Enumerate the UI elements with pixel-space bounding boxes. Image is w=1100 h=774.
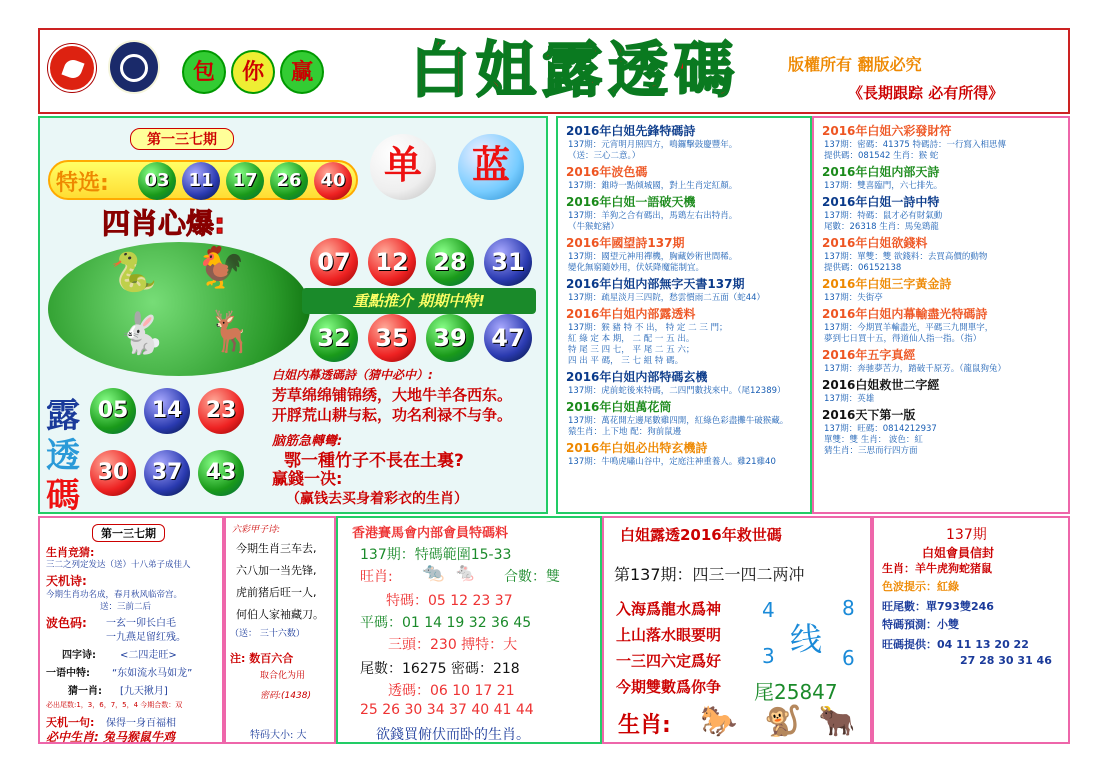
b1-item: <二四走旺> bbox=[120, 650, 177, 661]
b1-item: 三二之列定发达（送）十八弟子成佳人 bbox=[46, 560, 191, 570]
special-ball-1: 03 bbox=[138, 162, 176, 200]
b4-title: 白姐露透2016年救世碼 bbox=[620, 526, 782, 544]
b4-wei: 尾25847 bbox=[754, 680, 838, 704]
b2-code: 密码:(1438) bbox=[260, 691, 311, 701]
section-line: 137期：牛鳴虎嘯山谷中，定庭注神重養人。雞21雞40 bbox=[568, 457, 776, 467]
section-line: 137期：失街亭 bbox=[824, 293, 883, 303]
slogan: 《長期跟踪 必有所得》 bbox=[848, 84, 1004, 102]
b3-tm: 特碼：05 12 23 37 bbox=[386, 593, 513, 609]
mouse-icon: 🐁 bbox=[454, 562, 477, 583]
four-ball-5: 32 bbox=[310, 314, 358, 362]
banner: 重點推介 期期中特! bbox=[302, 288, 536, 314]
section-heading: 2016年白姐内部無字天書137期 bbox=[566, 277, 745, 291]
special-ball-2: 11 bbox=[182, 162, 220, 200]
bao-char: 包 bbox=[182, 50, 226, 94]
win-text: （赢钱去买身着彩衣的生肖） bbox=[286, 491, 468, 507]
section-line: 夢到七日買十五，得道仙人指一指。（指） bbox=[824, 334, 982, 344]
b2-size: 特码大小: 大 bbox=[250, 730, 307, 741]
b3-st: 三頭：230 搏特：大 bbox=[388, 637, 518, 653]
section-heading: 2016年白姐先鋒特碼詩 bbox=[566, 124, 696, 138]
section-heading: 2016年白姐三字黃金詩 bbox=[822, 277, 952, 291]
b1-item: 四字诗: bbox=[62, 650, 96, 661]
b5-title: 白姐會員信封 bbox=[922, 546, 995, 560]
four-sx-title: 四肖心爆: bbox=[102, 207, 226, 240]
b2-note2: 取合化为用 bbox=[260, 671, 306, 681]
brain-question: 鄂一種竹子不長在土裏? bbox=[284, 451, 464, 471]
four-ball-4: 31 bbox=[484, 238, 532, 286]
left-panel bbox=[38, 116, 548, 514]
rat-icon: 🐀 bbox=[422, 562, 445, 583]
bottom-box-2 bbox=[224, 516, 336, 744]
ying-char: 赢 bbox=[280, 50, 324, 94]
section-heading: 2016年白姐内部天詩 bbox=[822, 165, 940, 179]
rooster-icon: 🐓 bbox=[196, 245, 246, 291]
lu-ball-3: 23 bbox=[198, 388, 244, 434]
section-line: 137期：英雄 bbox=[824, 394, 875, 404]
b3-last: 25 26 30 34 37 40 41 44 bbox=[360, 702, 534, 718]
four-ball-7: 39 bbox=[426, 314, 474, 362]
lu-ball-4: 30 bbox=[90, 450, 136, 496]
section-heading: 2016年國望詩137期 bbox=[566, 236, 685, 250]
section-line: 紅 綠 定 本 期， 二 配 一 五 出。 bbox=[568, 334, 695, 344]
right-panel bbox=[812, 116, 1070, 514]
section-heading: 2016年白姐一詩中特 bbox=[822, 195, 940, 209]
snake-icon: 🐍 bbox=[110, 250, 158, 294]
b3-heshu: 合數：雙 bbox=[504, 569, 560, 585]
section-heading: 2016年白姐内幕輸盡光特碼詩 bbox=[822, 307, 988, 321]
bottom-box-4 bbox=[602, 516, 872, 744]
section-line: 137期：羊狗之合有碼出，馬鶏左右出特肖。 bbox=[568, 211, 738, 221]
section-heading: 2016年白姐六彩發財符 bbox=[822, 124, 952, 138]
section-line: 尾數：26318 生肖：馬兔鶏龍 bbox=[824, 222, 939, 232]
section-heading: 2016年白姐必出特玄機詩 bbox=[566, 441, 708, 455]
four-ball-2: 12 bbox=[368, 238, 416, 286]
ni-char: 你 bbox=[231, 50, 275, 94]
tou-char: 透 bbox=[46, 436, 80, 476]
b4-xian: 线 bbox=[790, 620, 823, 658]
b1-item: 一玄一卯长白毛 bbox=[106, 618, 176, 629]
b3-pm: 平碼：01 14 19 32 36 45 bbox=[360, 615, 532, 631]
b1-item: 必出尾数:1，3，6，7，5，4 今期合数：双 bbox=[46, 701, 183, 709]
animal-oval bbox=[48, 242, 310, 376]
section-line: 猜生肖：三思而行四方面 bbox=[824, 446, 918, 456]
section-line: 提供碼：06152138 bbox=[824, 263, 902, 273]
b1-item: 天机一句: bbox=[46, 716, 95, 729]
b3-foot: 欲錢買俯伏而卧的生肖。 bbox=[376, 727, 530, 743]
section-line: 提供碼：081542 生肖：猴 蛇 bbox=[824, 151, 939, 161]
section-line: 137期：萬花開左邊尾數雞四開，紅綠色彩盡攤牛破猴藏。 bbox=[568, 416, 789, 426]
four-ball-1: 07 bbox=[310, 238, 358, 286]
four-ball-8: 47 bbox=[484, 314, 532, 362]
b5-ww: 旺尾數：單793雙246 bbox=[882, 600, 994, 613]
section-line: 四 出 平 碼， 三 七 組 特 碼。 bbox=[568, 356, 684, 366]
special-ball-3: 17 bbox=[226, 162, 264, 200]
section-line: 猿生肖：上下地 配：狗前鼠邊 bbox=[568, 427, 682, 437]
section-line: （送：三心二意。） bbox=[568, 151, 641, 161]
b5-wm: 旺碼提供：04 11 13 20 22 bbox=[882, 638, 1029, 651]
section-heading: 2016年五字真經 bbox=[822, 348, 916, 362]
deer-icon: 🦌 bbox=[206, 309, 256, 355]
four-ball-3: 28 bbox=[426, 238, 474, 286]
b3-wang: 旺肖: bbox=[360, 569, 393, 585]
b4-num: 6 bbox=[842, 646, 855, 670]
page-title: 白姐露透碼 bbox=[410, 36, 740, 106]
b4-sx: 生肖: bbox=[618, 713, 671, 738]
special-label: 特选: bbox=[56, 171, 109, 196]
b2-poem-line: 何伯人家袖藏刀。 bbox=[236, 608, 324, 621]
section-line: 137期：旺碼：0814212937 bbox=[824, 424, 937, 434]
middle-panel bbox=[556, 116, 812, 514]
emblem-icon bbox=[108, 40, 160, 94]
b4-period: 第137期：四三一四二两冲 bbox=[614, 565, 805, 584]
b1-item: 波色码: bbox=[46, 616, 87, 630]
ox-icon: 🐂 bbox=[818, 704, 856, 739]
lu-ball-2: 14 bbox=[144, 388, 190, 434]
section-line: 變化無窮隨妙用，伏妖降魔能制宜。 bbox=[568, 263, 705, 273]
b4-line: 入海爲龍水爲神 bbox=[616, 600, 722, 618]
bottom-box-3 bbox=[336, 516, 602, 744]
section-line: 137期：元宵明月照四方，鳴鑼擊鼓慶豐年。 bbox=[568, 140, 738, 150]
horse-icon: 🐎 bbox=[700, 704, 738, 739]
header-banner bbox=[38, 28, 1070, 114]
b1-item: 天机诗: bbox=[46, 574, 87, 588]
section-line: 137期：今期買羊輸盡光，平碼三九開單字， bbox=[824, 323, 994, 333]
b5-tm: 特碼預測：小雙 bbox=[882, 618, 959, 631]
rabbit-icon: 🐇 bbox=[116, 311, 166, 357]
section-line: 137期：國望元神用禪機，胸藏妙術世間稀。 bbox=[568, 252, 738, 262]
b4-num: 8 bbox=[842, 596, 855, 620]
b4-line: 上山落水眼要明 bbox=[616, 626, 722, 644]
b1-item: 生肖竞猜: bbox=[46, 546, 95, 559]
section-line: 單雙：雙 生肖： 波色：紅 bbox=[824, 435, 923, 445]
b5-wm2: 27 28 30 31 46 bbox=[960, 654, 1052, 667]
b1-foot: 必中生肖: 兔马猴鼠牛鸡 bbox=[46, 730, 175, 744]
dan-ball: 单 bbox=[370, 134, 436, 200]
section-heading: 2016天下第一版 bbox=[822, 408, 916, 422]
section-line: （牛猴蛇豬） bbox=[568, 222, 620, 232]
b2-send: （送： 三十六数） bbox=[230, 629, 305, 639]
section-heading: 2016年波色碼 bbox=[566, 165, 648, 179]
brain-title: 脑筋急轉彎: bbox=[272, 434, 343, 449]
b1-item: 一语中特: bbox=[46, 668, 90, 679]
ma-char: 碼 bbox=[46, 476, 80, 516]
b1-period: 第一三七期 bbox=[92, 524, 165, 542]
monkey-icon: 🐒 bbox=[764, 704, 802, 739]
b5-bo: 色波提示：紅綠 bbox=[882, 580, 959, 593]
b4-num: 3 bbox=[762, 644, 775, 668]
b4-num: 4 bbox=[762, 598, 775, 622]
section-line: 137期：密碼：41375 特碼詩：一行寫入相思傳 bbox=[824, 140, 1006, 150]
section-line: 137期：猴 豬 特 不 出， 特 定 二 三 門； bbox=[568, 323, 728, 333]
section-heading: 2016年白姐内部露透料 bbox=[566, 307, 696, 321]
b1-item: 一九燕足留红残。 bbox=[106, 632, 186, 643]
period-label: 第一三七期 bbox=[130, 128, 234, 150]
four-ball-6: 35 bbox=[368, 314, 416, 362]
special-ball-5: 40 bbox=[314, 162, 352, 200]
b2-poem-line: 六八加一当先锋, bbox=[236, 564, 317, 577]
b5-period: 137期 bbox=[946, 527, 987, 543]
b1-item: 今期生肖功名成，春月秋风临帝宫。 bbox=[46, 590, 183, 600]
lu-ball-1: 05 bbox=[90, 388, 136, 434]
lu-ball-6: 43 bbox=[198, 450, 244, 496]
section-line: 137期：單雙：雙 欲錢料：去買高價的動物 bbox=[824, 252, 988, 262]
b2-poem-line: 今期生肖三车去, bbox=[236, 542, 317, 555]
win-title: 赢錢一决: bbox=[272, 469, 343, 488]
section-heading: 2016白姐救世二字經 bbox=[822, 378, 940, 392]
section-heading: 2016年白姐一語破天機 bbox=[566, 195, 696, 209]
b3-range: 137期：特碼範圍15-33 bbox=[360, 547, 512, 563]
section-line: 137期：雙喜臨門，六七排先。 bbox=[824, 181, 943, 191]
bottom-box-5 bbox=[872, 516, 1070, 744]
b5-sx: 生肖：羊牛虎狗蛇猪鼠 bbox=[882, 562, 992, 575]
b4-line: 一三四六定爲好 bbox=[616, 652, 722, 670]
section-heading: 2016年白姐欲錢料 bbox=[822, 236, 928, 250]
b2-note: 注: 数百六合 bbox=[230, 652, 294, 665]
bao-ni-ying bbox=[182, 50, 324, 94]
section-heading: 2016年白姐内部特碼玄機 bbox=[566, 370, 708, 384]
section-line: 137期：特碼：鼠才必有財氣動 bbox=[824, 211, 943, 221]
lu-ball-5: 37 bbox=[144, 450, 190, 496]
lan-ball: 蓝 bbox=[458, 134, 524, 200]
b4-line: 今期雙數爲你争 bbox=[616, 678, 722, 696]
b2-poem-line: 虎前猪后旺一人, bbox=[236, 586, 317, 599]
section-heading: 2016年白姐萬花筒 bbox=[566, 400, 672, 414]
b1-item: 送：三前二后 bbox=[100, 602, 152, 612]
section-line: 特 尾 三 四 七， 平 尾 二 五 六； bbox=[568, 345, 695, 355]
lu-char: 露 bbox=[46, 396, 80, 436]
bauhinia-icon bbox=[48, 44, 96, 92]
special-ball-4: 26 bbox=[270, 162, 308, 200]
b1-item: 猜一肖: bbox=[68, 686, 102, 697]
b1-item: [九天揪月] bbox=[120, 686, 168, 697]
section-line: 137期：虎前蛇後來特碼，二四門數找來中。（尾12389） bbox=[568, 386, 786, 396]
b3-ws: 尾數：16275 密碼：218 bbox=[360, 661, 520, 677]
b2-title: 六彩甲子诗: bbox=[232, 525, 281, 535]
poem-line-2: 开脬荒山耕与耘，功名利禄不与争。 bbox=[272, 406, 513, 424]
copyright: 版權所有 翻版必究 bbox=[788, 55, 922, 74]
poem-title: 白姐内幕透碼詩（猜中必中）: bbox=[272, 368, 433, 382]
b3-title: 香港賽馬會内部會員特碼料 bbox=[352, 526, 509, 541]
section-line: 137期：奔驰夢苦力，踏破千原芳。（龍鼠狗兔） bbox=[824, 364, 1006, 374]
section-line: 137期：疏星淡月三四院，愁雲慣雨二五面（蛇44） bbox=[568, 293, 766, 303]
b1-item: 保得一身百福相 bbox=[106, 718, 176, 729]
poem-line-1: 芳草绵绵铺锦绣，大地牛羊各西东。 bbox=[272, 386, 513, 404]
bottom-box-1 bbox=[38, 516, 224, 744]
b3-tou: 透碼：06 10 17 21 bbox=[388, 683, 515, 699]
section-line: 137期：錐時一點倾城國，對上生肖定紅顏。 bbox=[568, 181, 738, 191]
b1-item: “东如流水马如龙” bbox=[112, 668, 193, 679]
